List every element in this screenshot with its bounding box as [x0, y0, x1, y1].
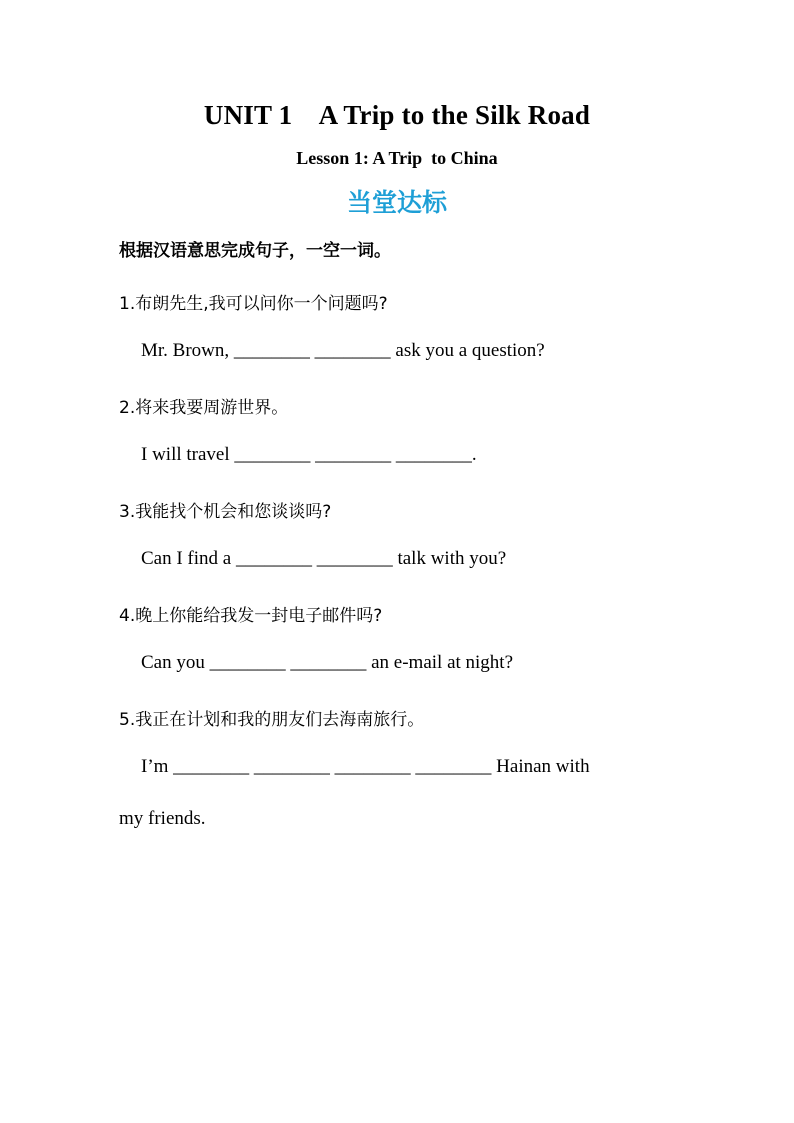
question-2-chinese: 2.将来我要周游世界。 — [119, 398, 289, 418]
question-5-english-continued: my friends. — [119, 808, 206, 829]
exercise-instruction: 根据汉语意思完成句子，一空一词。 — [119, 241, 391, 261]
unit-title: UNIT 1 A Trip to the Silk Road — [203, 100, 591, 130]
section-title: 当堂达标 — [346, 188, 447, 217]
question-4-chinese: 4.晚上你能给我发一封电子邮件吗? — [119, 606, 383, 626]
question-4-english: Can you ________ ________ an e-mail at night? — [141, 652, 514, 673]
question-1-english: Mr. Brown, ________ ________ ask you a question? — [141, 340, 545, 361]
question-5-chinese: 5.我正在计划和我的朋友们去海南旅行。 — [119, 710, 425, 730]
question-3-english: Can I find a ________ ________ talk with you? — [141, 548, 507, 569]
lesson-title: Lesson 1: A Trip to China — [296, 148, 498, 168]
question-1-chinese: 1.布朗先生,我可以问你一个问题吗? — [119, 294, 388, 314]
question-3-chinese: 3.我能找个机会和您谈谈吗? — [119, 502, 332, 522]
question-2-english: I will travel ________ ________ ________. — [141, 444, 477, 465]
question-5-english: I’m ________ ________ ________ ________ Hainan with — [141, 756, 590, 777]
